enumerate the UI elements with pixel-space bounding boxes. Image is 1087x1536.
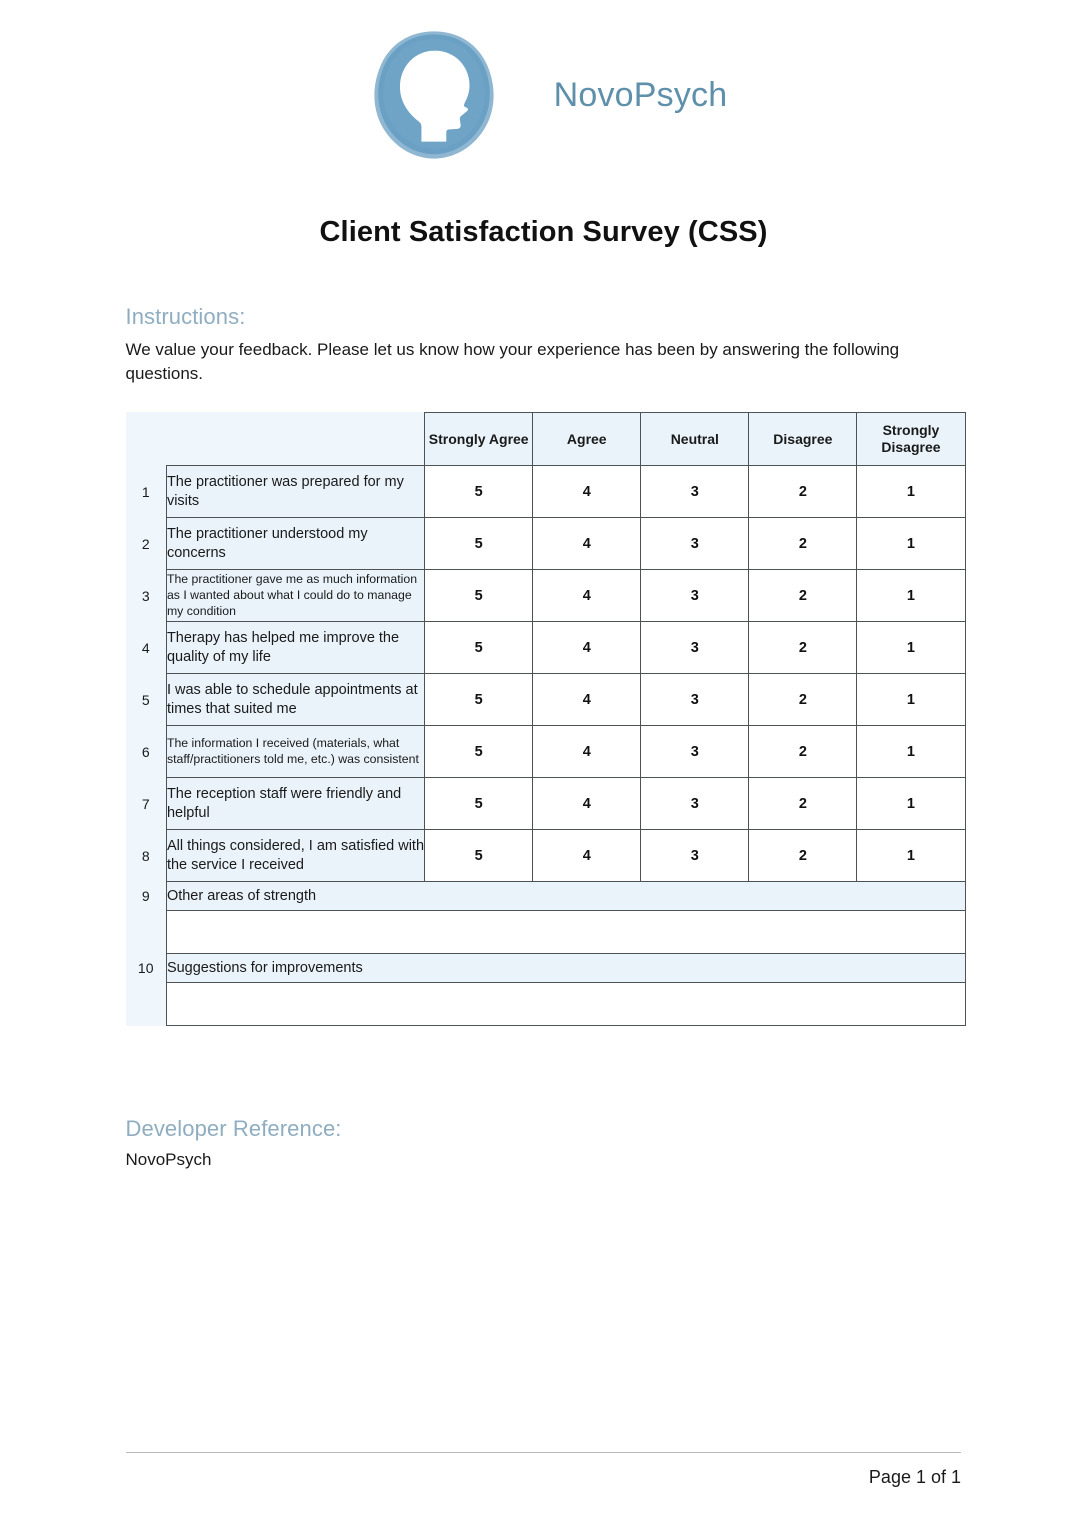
page-footer bbox=[126, 1452, 961, 1488]
response-option-strongly-agree[interactable]: 5 bbox=[425, 570, 533, 622]
table-row bbox=[126, 726, 966, 778]
response-option-disagree[interactable]: 2 bbox=[749, 674, 857, 726]
item-number: 7 bbox=[126, 778, 167, 830]
survey-table-header bbox=[126, 413, 966, 466]
developer-reference-heading: Developer Reference: bbox=[125, 1116, 342, 1142]
table-row bbox=[126, 466, 966, 518]
free-text-answer-field[interactable] bbox=[166, 911, 965, 954]
item-number: 9 bbox=[126, 882, 167, 911]
response-option-neutral[interactable]: 3 bbox=[641, 778, 749, 830]
response-option-strongly-disagree[interactable]: 1 bbox=[857, 518, 965, 570]
footer-divider bbox=[126, 1452, 961, 1453]
response-option-neutral[interactable]: 3 bbox=[641, 570, 749, 622]
instructions-heading: Instructions: bbox=[125, 304, 246, 329]
novopsych-head-ring-logo bbox=[360, 21, 508, 169]
column-header-strongly-agree: Strongly Agree bbox=[425, 413, 533, 466]
column-header-neutral: Neutral bbox=[641, 413, 749, 466]
response-option-agree[interactable]: 4 bbox=[533, 778, 641, 830]
page-number-label: Page 1 of 1 bbox=[868, 1467, 961, 1487]
item-number: 2 bbox=[126, 518, 167, 570]
item-number: 3 bbox=[126, 570, 167, 622]
response-option-neutral[interactable]: 3 bbox=[641, 622, 749, 674]
item-number: 4 bbox=[126, 622, 167, 674]
instructions-text: We value your feedback. Please let us know how your experience has been by answering the following questions. bbox=[125, 340, 900, 384]
response-option-neutral[interactable]: 3 bbox=[641, 830, 749, 882]
response-option-agree[interactable]: 4 bbox=[533, 622, 641, 674]
table-row bbox=[126, 830, 966, 882]
response-option-strongly-agree[interactable]: 5 bbox=[425, 674, 533, 726]
masthead bbox=[0, 0, 1087, 148]
response-option-strongly-disagree[interactable]: 1 bbox=[857, 622, 965, 674]
response-option-strongly-disagree[interactable]: 1 bbox=[857, 570, 965, 622]
table-row bbox=[126, 622, 966, 674]
survey-table-body bbox=[126, 466, 966, 1026]
item-text: The reception staff were friendly and helpful bbox=[166, 778, 424, 830]
header-question-spacer bbox=[166, 413, 424, 466]
survey-table-wrapper bbox=[126, 412, 966, 1026]
item-number-spacer bbox=[126, 983, 167, 1026]
item-text: All things considered, I am satisfied with the service I received bbox=[166, 830, 424, 882]
item-text: The practitioner understood my concerns bbox=[166, 518, 424, 570]
header-number-spacer bbox=[126, 413, 167, 466]
column-header-disagree: Disagree bbox=[749, 413, 857, 466]
response-option-neutral[interactable]: 3 bbox=[641, 518, 749, 570]
brand-wordmark: NovoPsych bbox=[553, 76, 728, 114]
page-title: Client Satisfaction Survey (CSS) bbox=[319, 216, 768, 248]
item-number: 1 bbox=[126, 466, 167, 518]
item-text: The information I received (materials, what staff/practitioners told me, etc.) was consistent bbox=[166, 726, 424, 778]
table-row bbox=[126, 570, 966, 622]
table-row bbox=[126, 911, 966, 954]
response-option-neutral[interactable]: 3 bbox=[641, 674, 749, 726]
response-option-agree[interactable]: 4 bbox=[533, 518, 641, 570]
free-text-answer-field[interactable] bbox=[166, 983, 965, 1026]
response-option-neutral[interactable]: 3 bbox=[641, 466, 749, 518]
item-text: Therapy has helped me improve the quality of my life bbox=[166, 622, 424, 674]
response-option-agree[interactable]: 4 bbox=[533, 674, 641, 726]
item-text: The practitioner was prepared for my visits bbox=[166, 466, 424, 518]
column-header-strongly-disagree: Strongly Disagree bbox=[857, 413, 965, 466]
item-number: 5 bbox=[126, 674, 167, 726]
item-number: 6 bbox=[126, 726, 167, 778]
item-text: I was able to schedule appointments at times that suited me bbox=[166, 674, 424, 726]
response-option-disagree[interactable]: 2 bbox=[749, 778, 857, 830]
response-option-agree[interactable]: 4 bbox=[533, 570, 641, 622]
response-option-strongly-agree[interactable]: 5 bbox=[425, 466, 533, 518]
response-option-strongly-agree[interactable]: 5 bbox=[425, 726, 533, 778]
response-option-disagree[interactable]: 2 bbox=[749, 726, 857, 778]
survey-table bbox=[126, 412, 966, 1026]
item-text: Suggestions for improvements bbox=[166, 954, 965, 983]
response-option-strongly-agree[interactable]: 5 bbox=[425, 830, 533, 882]
response-option-disagree[interactable]: 2 bbox=[749, 830, 857, 882]
table-row bbox=[126, 674, 966, 726]
response-option-disagree[interactable]: 2 bbox=[749, 518, 857, 570]
item-text: The practitioner gave me as much information as I wanted about what I could do to manage my condition bbox=[166, 570, 424, 622]
item-number-spacer bbox=[126, 911, 167, 954]
table-row bbox=[126, 954, 966, 983]
response-option-agree[interactable]: 4 bbox=[533, 466, 641, 518]
document-body bbox=[122, 304, 966, 1170]
column-header-agree: Agree bbox=[533, 413, 641, 466]
response-option-disagree[interactable]: 2 bbox=[749, 622, 857, 674]
table-row bbox=[126, 983, 966, 1026]
header-row bbox=[126, 413, 966, 466]
developer-reference-text: NovoPsych bbox=[125, 1150, 212, 1170]
response-option-disagree[interactable]: 2 bbox=[749, 570, 857, 622]
response-option-agree[interactable]: 4 bbox=[533, 726, 641, 778]
response-option-neutral[interactable]: 3 bbox=[641, 726, 749, 778]
response-option-strongly-disagree[interactable]: 1 bbox=[857, 778, 965, 830]
response-option-strongly-disagree[interactable]: 1 bbox=[857, 830, 965, 882]
table-row bbox=[126, 778, 966, 830]
response-option-strongly-disagree[interactable]: 1 bbox=[857, 674, 965, 726]
item-number: 10 bbox=[126, 954, 167, 983]
response-option-strongly-agree[interactable]: 5 bbox=[425, 622, 533, 674]
item-number: 8 bbox=[126, 830, 167, 882]
response-option-strongly-disagree[interactable]: 1 bbox=[857, 466, 965, 518]
item-text: Other areas of strength bbox=[166, 882, 965, 911]
table-row bbox=[126, 882, 966, 911]
table-row bbox=[126, 518, 966, 570]
response-option-strongly-agree[interactable]: 5 bbox=[425, 518, 533, 570]
response-option-strongly-disagree[interactable]: 1 bbox=[857, 726, 965, 778]
response-option-agree[interactable]: 4 bbox=[533, 830, 641, 882]
response-option-disagree[interactable]: 2 bbox=[749, 466, 857, 518]
response-option-strongly-agree[interactable]: 5 bbox=[425, 778, 533, 830]
